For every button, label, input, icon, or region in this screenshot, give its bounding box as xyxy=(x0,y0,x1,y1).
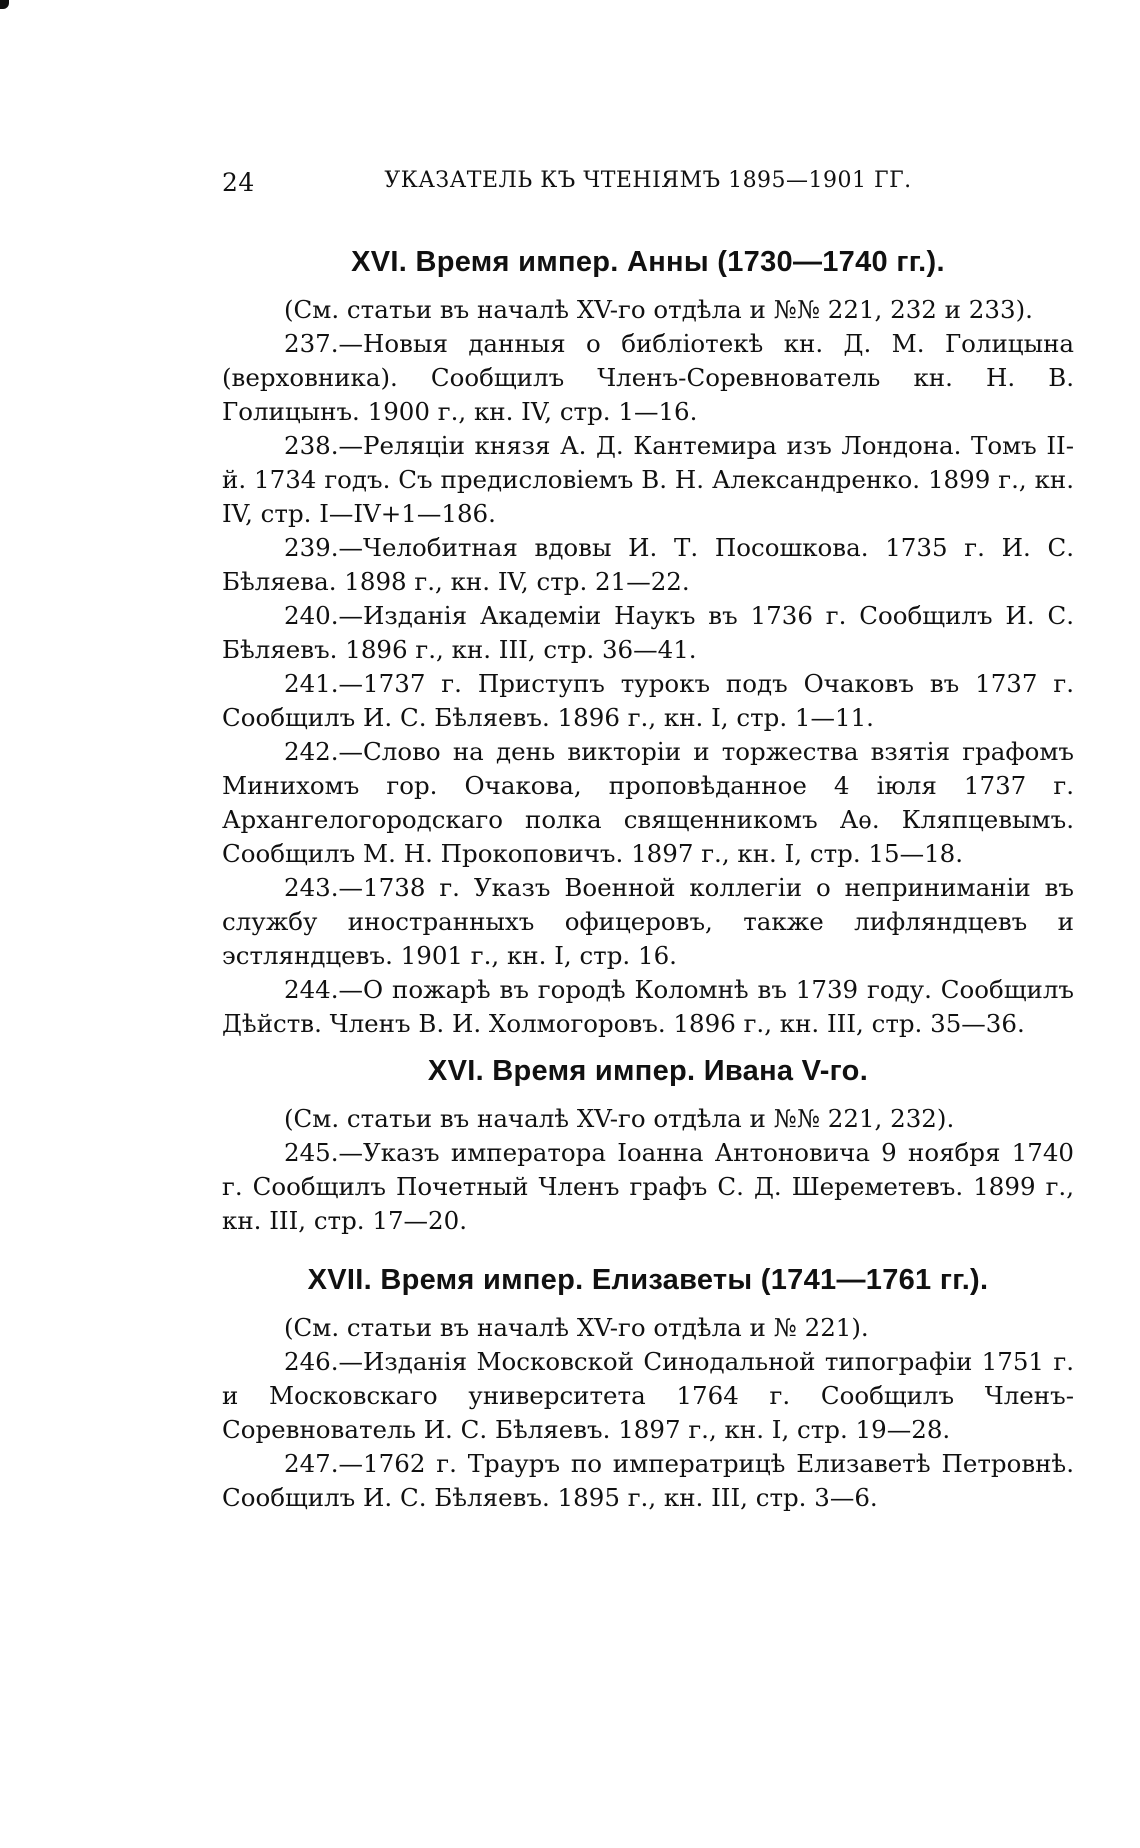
section-reference: (См. статьи въ началѣ XV-го отдѣла и №№ 221, 232 и 233). xyxy=(284,295,1033,324)
entry-245: 245.—Указъ императора Іоанна Антоновича 9 ноября 1740 г. Сообщилъ Почетный Членъ графъ С. Д. Шереметевъ. 1899 г., кн. III, стр. 17—20. xyxy=(222,1138,1074,1235)
entry-242: 242.—Слово на день викторіи и торжества взятія графомъ Минихомъ гор. Очакова, проповѣданное 4 іюля 1737 г. Архангелогородскаго полка священникомъ Аѳ. Кляпцевымъ. Сообщилъ М. Н. Прокоповичъ. 1897 г., кн. I, стр. 15—18. xyxy=(222,737,1074,868)
entry-243: 243.—1738 г. Указъ Военной коллегіи о непринимaніи въ службу иностранныхъ офицеровъ, также лифляндцевъ и эстляндцевъ. 1901 г., кн. I, стр. 16. xyxy=(222,873,1074,970)
entry-247: 247.—1762 г. Трауръ по императрицѣ Елизаветѣ Петровнѣ. Сообщилъ И. С. Бѣляевъ. 1895 г., кн. III, стр. 3—6. xyxy=(222,1449,1074,1512)
section-reference: (См. статьи въ началѣ XV-го отдѣла и №№ 221, 232). xyxy=(284,1104,955,1133)
section-heading-ivan: XVI. Время импер. Ивана V-го. xyxy=(427,1055,869,1087)
entry-238: 238.—Реляціи князя А. Д. Кантемира изъ Лондона. Томъ II-й. 1734 годъ. Съ предисловіемъ В. Н. Александренко. 1899 г., кн. IV, стр. I—IV+1—186. xyxy=(222,431,1074,528)
page-number: 24 xyxy=(222,168,255,197)
entry-237: 237.—Новыя данныя о библіотекѣ кн. Д. М. Голицына (верховника). Сообщилъ Членъ-Соревнователь кн. Н. В. Голицынъ. 1900 г., кн. IV, стр. 1—16. xyxy=(222,329,1074,426)
document-page xyxy=(222,168,1074,1515)
entry-246: 246.—Изданія Московской Синодальной типографіи 1751 г. и Московскаго университета 1764 г. Сообщилъ Членъ-Соревнователь И. С. Бѣляевъ. 1897 г., кн. I, стр. 19—28. xyxy=(222,1347,1074,1444)
entry-239: 239.—Челобитная вдовы И. Т. Посошкова. 1735 г. И. С. Бѣляева. 1898 г., кн. IV, стр. 21—22. xyxy=(222,533,1074,596)
scan-corner-mark xyxy=(0,0,9,9)
entry-244: 244.—О пожарѣ въ городѣ Коломнѣ въ 1739 году. Сообщилъ Дѣйств. Членъ В. И. Холмогоровъ. 1896 г., кн. III, стр. 35—36. xyxy=(222,975,1074,1038)
section-reference: (См. статьи въ началѣ XV-го отдѣла и № 221). xyxy=(284,1313,869,1342)
section-heading-anna: XVI. Время импер. Анны (1730—1740 гг.). xyxy=(351,246,945,278)
entry-241: 241.—1737 г. Приступъ турокъ подъ Очаковъ въ 1737 г. Сообщилъ И. С. Бѣляевъ. 1896 г., кн. I, стр. 1—11. xyxy=(222,669,1074,732)
entry-240: 240.—Изданія Академіи Наукъ въ 1736 г. Сообщилъ И. С. Бѣляевъ. 1896 г., кн. III, стр. 36—41. xyxy=(222,601,1074,664)
running-title: УКАЗАТЕЛЬ КЪ ЧТЕНІЯМЪ 1895—1901 ГГ. xyxy=(384,168,912,193)
running-header xyxy=(222,168,1074,202)
section-heading-elizaveta: XVII. Время импер. Елизаветы (1741—1761 гг.). xyxy=(307,1264,989,1296)
